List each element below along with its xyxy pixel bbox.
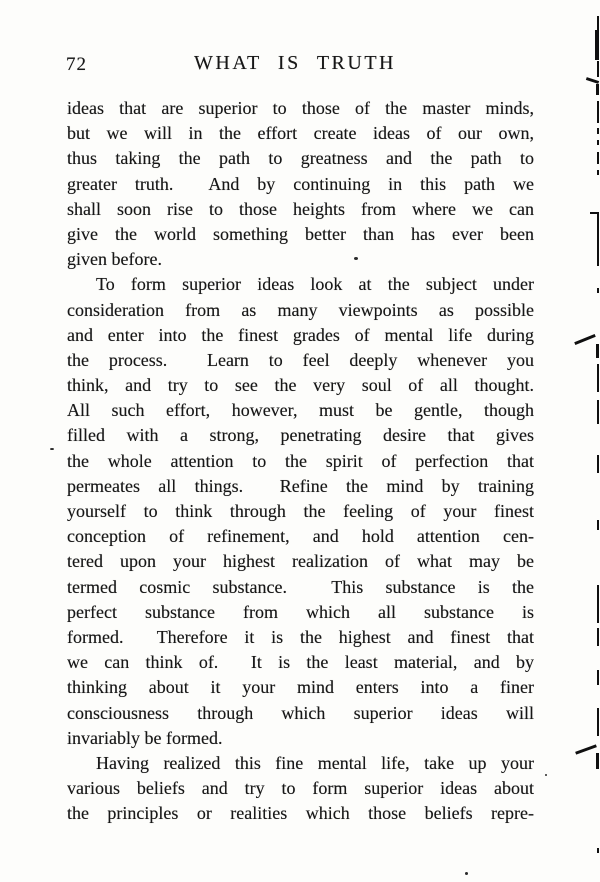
text-line: we can think of. It is the least material, and by: [67, 652, 534, 673]
edge-mark: [597, 364, 599, 392]
edge-mark: [596, 344, 599, 358]
text-line: consideration from as many viewpoints as possible: [67, 299, 534, 320]
text-line: the whole attention to the spirit of perfection that: [67, 450, 534, 471]
text-line: termed cosmic substance. This substance is the: [67, 576, 534, 597]
edge-hook-mark: [575, 744, 597, 754]
ink-speck: [545, 774, 547, 776]
text-line: tered upon your highest realization of what may be: [67, 551, 534, 572]
text-line: yourself to think through the feeling of your finest: [67, 501, 534, 521]
text-line: shall soon rise to those heights from where we can: [67, 198, 534, 219]
edge-mark: [597, 61, 599, 77]
text-line: think, and try to see the very soul of all thought.: [67, 375, 534, 396]
edge-mark: [596, 753, 599, 769]
text-line: filled with a strong, penetrating desire that gives: [67, 425, 534, 446]
text-line: thus taking the path to greatness and the path to: [67, 148, 534, 169]
edge-mark: [597, 848, 599, 853]
text-line: invariably be formed.: [67, 727, 223, 748]
running-header: [0, 52, 600, 82]
edge-mark: [597, 101, 599, 123]
text-line: the process. Learn to feel deeply whenever you: [67, 349, 534, 370]
edge-hook-mark: [574, 334, 596, 345]
text-line: thinking about it your mind enters into a finer: [67, 677, 534, 698]
text-line: perfect substance from which all substance is: [67, 601, 534, 622]
text-line: give the world something better than has ever been: [67, 223, 534, 244]
ink-speck: [465, 872, 468, 875]
text-line: greater truth. And by continuing in this path we: [67, 173, 534, 194]
edge-mark: [597, 455, 599, 473]
edge-mark: [597, 585, 599, 623]
edge-mark: [597, 16, 599, 31]
page-title: WHAT IS TRUTH: [194, 52, 396, 74]
text-line: various beliefs and try to form superior ideas about: [67, 778, 534, 799]
edge-mark: [597, 400, 599, 424]
edge-mark: [597, 708, 599, 736]
text-line: All such effort, however, must be gentle, though: [67, 400, 534, 421]
edge-mark: [597, 140, 599, 145]
text-line: and enter into the finest grades of mental life during: [67, 324, 534, 345]
edge-mark: [597, 214, 599, 266]
text-line: formed. Therefore it is the highest and finest that: [67, 626, 534, 647]
text-line: consciousness through which superior ideas will: [67, 702, 534, 723]
text-line: ideas that are superior to those of the master minds,: [67, 98, 534, 118]
ink-speck: [50, 448, 54, 450]
edge-mark: [597, 670, 599, 685]
edge-mark: [597, 128, 599, 134]
text-line: Having realized this fine mental life, take up your: [96, 752, 534, 773]
text-line: the principles or realities which those beliefs repre-: [67, 803, 534, 824]
edge-mark: [597, 170, 599, 175]
text-line: conception of refinement, and hold attention cen-: [67, 526, 534, 547]
ink-speck: [354, 257, 358, 260]
edge-mark: [597, 152, 599, 164]
edge-mark: [596, 84, 599, 95]
text-line: given before.: [67, 249, 162, 270]
text-line: but we will in the effort create ideas of our own,: [67, 123, 534, 144]
edge-mark: [595, 30, 599, 60]
edge-mark: [597, 628, 599, 646]
page-body: [67, 96, 534, 826]
page-number: 72: [66, 54, 87, 75]
edge-mark: [597, 288, 599, 293]
edge-mark: [597, 520, 599, 530]
text-line: permeates all things. Refine the mind by training: [67, 475, 534, 496]
text-line: To form superior ideas look at the subject under: [96, 274, 534, 295]
